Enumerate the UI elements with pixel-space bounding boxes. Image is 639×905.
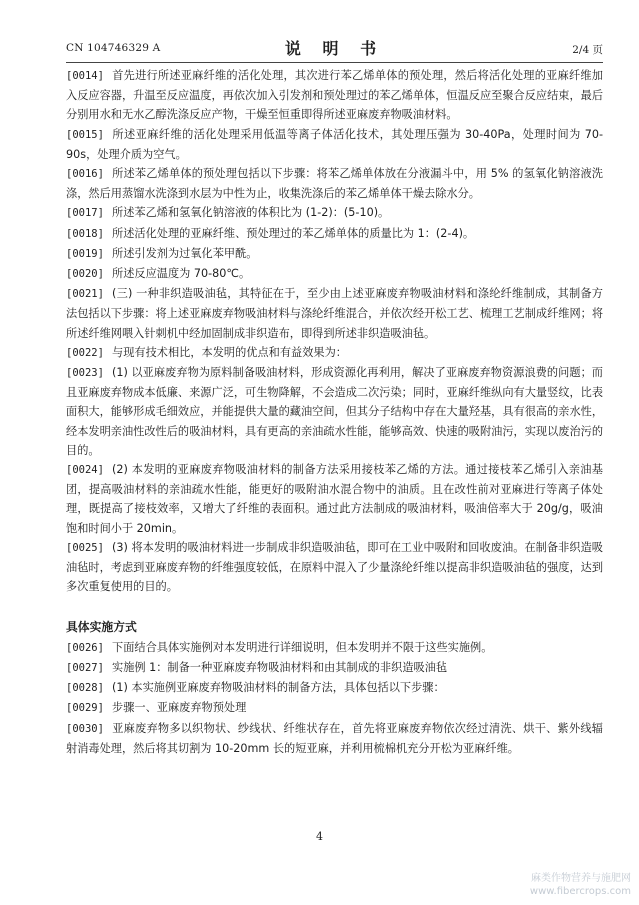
paragraph-0018 xyxy=(66,224,603,244)
paragraph-text: 所述反应温度为 70-80℃。 xyxy=(112,267,251,281)
paragraph-0016 xyxy=(66,164,603,203)
paragraph-text: (2) 本发明的亚麻废弃物吸油材料的制备方法采用接枝苯乙烯的方法。通过接枝苯乙烯引入亲油基团，提高吸油材料的亲油疏水性能，能更好的吸附油水混合物中的油质。且在改性前对亚麻进行等离子体处理，既提高了接枝效率，又增大了纤维的表面积。通过此方法制成的吸油材料，吸油倍率大于 20g/g，吸油饱和时间小于 20min。 xyxy=(66,463,603,535)
page-number: 4 xyxy=(316,830,323,843)
page-count: 2/4 页 xyxy=(572,44,603,56)
section-spacer xyxy=(66,596,603,618)
paragraph-text: 首先进行所述亚麻纤维的活化处理，其次进行苯乙烯单体的预处理，然后将活化处理的亚麻纤维加入反应容器，升温至反应温度，再依次加入引发剂和预处理过的苯乙烯单体，恒温反应至聚合反应结束，最后分别用水和无水乙醇洗涤反应产物，干燥至恒重即得所述亚麻废弃物吸油材料。 xyxy=(66,69,604,122)
paragraph-number: [0015] xyxy=(66,128,104,141)
paragraph-number: [0024] xyxy=(66,464,104,477)
document-body xyxy=(66,66,603,758)
paragraph-0014 xyxy=(66,66,603,125)
paragraph-text: 步骤一、亚麻废弃物预处理 xyxy=(112,701,247,715)
watermark-site-name: 麻类作物营养与施肥网 xyxy=(531,873,631,884)
paragraph-0029 xyxy=(66,698,603,718)
paragraph-0028 xyxy=(66,678,603,698)
paragraph-text: 所述引发剂为过氧化苯甲酰。 xyxy=(112,246,258,260)
paragraph-0023 xyxy=(66,363,603,460)
paragraph-text: (3) 将本发明的吸油材料进一步制成非织造吸油毡，即可在工业中吸附和回收废油。在制备非织造吸油毡时，考虑到亚麻废弃物的纤维强度较低，在原料中混入了少量涤纶纤维以提高非织造吸油毡的强度，达到多次重复使用的目的。 xyxy=(66,540,604,594)
paragraph-0020 xyxy=(66,264,603,284)
paragraph-text: 下面结合具体实施例对本发明进行详细说明，但本发明并不限于这些实施例。 xyxy=(112,640,493,654)
paragraph-0015 xyxy=(66,125,603,164)
paragraph-text: 所述苯乙烯单体的预处理包括以下步骤：将苯乙烯单体放在分液漏斗中，用 5% 的氢氧化钠溶液洗涤，然后用蒸馏水洗涤到水层为中性为止，收集洗涤后的苯乙烯单体干燥去除水分。 xyxy=(66,167,603,201)
paragraph-number: [0017] xyxy=(66,207,104,220)
paragraph-number: [0022] xyxy=(66,346,104,359)
paragraph-0021 xyxy=(66,284,603,343)
paragraph-number: [0030] xyxy=(66,722,104,735)
paragraph-number: [0023] xyxy=(66,367,104,380)
watermark xyxy=(530,872,631,898)
paragraph-0017 xyxy=(66,203,603,223)
paragraph-text: 实施例 1：制备一种亚麻废弃物吸油材料和由其制成的非织造吸油毡 xyxy=(112,660,448,674)
paragraph-number: [0018] xyxy=(66,227,104,240)
paragraph-text: 与现有技术相比，本发明的优点和有益效果为： xyxy=(112,345,347,359)
paragraph-0019 xyxy=(66,244,603,264)
paragraph-number: [0027] xyxy=(66,661,104,674)
section-heading: 具体实施方式 xyxy=(66,620,137,635)
paragraph-0030 xyxy=(66,719,603,758)
document-title: 说 明 书 xyxy=(284,39,385,58)
paragraph-0027 xyxy=(66,658,603,678)
paragraph-0022 xyxy=(66,343,603,363)
paragraph-text: 所述活化处理的亚麻纤维、预处理过的苯乙烯单体的质量比为 1：(2-4)。 xyxy=(112,226,475,240)
paragraph-text: 所述苯乙烯和氢氧化钠溶液的体积比为 (1-2)：(5-10)。 xyxy=(112,206,390,220)
paragraph-number: [0014] xyxy=(66,70,104,82)
paragraph-0025 xyxy=(66,538,603,597)
paragraph-0026 xyxy=(66,638,603,658)
paragraph-text: (1) 本实施例亚麻废弃物吸油材料的制备方法，具体包括以下步骤： xyxy=(112,681,445,695)
watermark-url: www.fibercrops.com xyxy=(529,886,631,897)
header-rule xyxy=(66,62,603,63)
paragraph-text: (1) 以亚麻废弃物为原料制备吸油材料，形成资源化再利用，解决了亚麻废弃物资源浪费的问题；而且亚麻废弃物成本低廉、来源广泛，可生物降解，不会造成二次污染；同时，亚麻纤维纵向有大量竖纹，比表面积大，能够形成毛细效应，并能提供大量的藏油空间，但其分子结构中存在大量羟基，具有很高的亲水性，经本发明亲油性改性后的吸油材料，具有更高的亲油疏水性能，能够高效、快速的吸附油污，实现以废治污的目的。 xyxy=(66,366,604,457)
paragraph-text: 所述亚麻纤维的活化处理采用低温等离子体活化技术，其处理压强为 30-40Pa，处理时间为 70-90s，处理介质为空气。 xyxy=(66,127,603,161)
paragraph-text: 亚麻废弃物多以织物状、纱线状、纤维状存在，首先将亚麻废弃物依次经过清洗、烘干、紫外线辐射消毒处理，然后将其切割为 10-20mm 长的短亚麻，并利用梳棉机充分开松为亚麻纤维。 xyxy=(66,721,603,755)
paragraph-0024 xyxy=(66,460,603,538)
paragraph-number: [0028] xyxy=(66,682,104,695)
paragraph-text: (三) 一种非织造吸油毡，其特征在于，至少由上述亚麻废弃物吸油材料和涤纶纤维制成，其制备方法包括以下步骤：将上述亚麻废弃物吸油材料与涤纶纤维混合，并依次经开松工艺、梳理工艺制成纤维网；将所述纤维网喂入针刺机中经加固制成非织造布，即得到所述非织造吸油毡。 xyxy=(66,287,604,340)
paragraph-number: [0019] xyxy=(66,247,104,260)
paragraph-number: [0029] xyxy=(66,702,104,715)
paragraph-number: [0026] xyxy=(66,641,104,654)
paragraph-number: [0016] xyxy=(66,168,104,181)
paragraph-number: [0025] xyxy=(66,541,104,554)
paragraph-number: [0021] xyxy=(66,288,104,301)
paragraph-number: [0020] xyxy=(66,268,104,281)
publication-number: CN 104746329 A xyxy=(66,42,161,54)
page-header xyxy=(66,36,603,60)
